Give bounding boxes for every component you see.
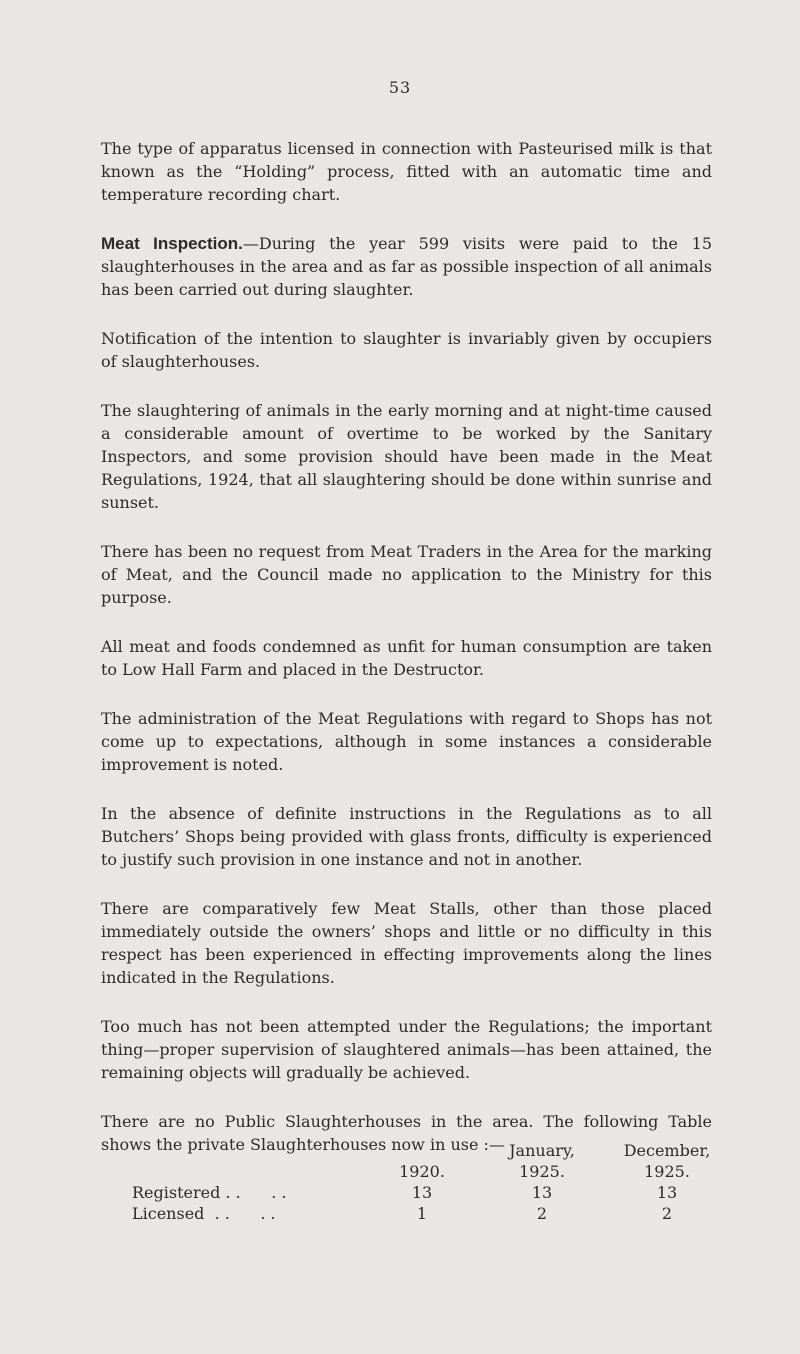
table-cell: 1 bbox=[416, 1204, 428, 1223]
table-header-cell bbox=[132, 1160, 362, 1181]
table-header-row bbox=[132, 1160, 732, 1181]
table-header-cell: 1925. bbox=[519, 1162, 565, 1181]
table-header-cell: January, bbox=[509, 1141, 575, 1160]
paragraph-notification: Notification of the intention to slaughter is invariably given by occupiers of slaughterhouses. bbox=[101, 329, 712, 371]
paragraph-meat-inspection bbox=[101, 232, 712, 301]
paragraph-pasteurised-milk: The type of apparatus licensed in connection with Pasteurised milk is that known as the “Holding” process, fitted with an automatic time and temperature recording chart. bbox=[101, 139, 712, 204]
slaughterhouses-table bbox=[132, 1139, 732, 1223]
paragraph-marking-of-meat: There has been no request from Meat Traders in the Area for the marking of Meat, and the Council made no application to the Ministry for this purpose. bbox=[101, 542, 712, 607]
table-cell: 13 bbox=[411, 1183, 433, 1202]
table-header-cell: December, bbox=[623, 1141, 711, 1160]
table-row bbox=[132, 1181, 732, 1202]
paragraph-slaughtering-hours: The slaughtering of animals in the early morning and at night-time caused a considerable amount of overtime to be worked by the Sanitary Inspectors, and some provision should have been made in the Meat Regulations, 1924, that all slaughtering should be done within sunrise and sunset. bbox=[101, 401, 712, 512]
table-header-row bbox=[132, 1139, 732, 1160]
row-label: Registered . . . . bbox=[132, 1183, 287, 1202]
table-cell: 13 bbox=[531, 1183, 553, 1202]
table-header-cell: 1925. bbox=[644, 1162, 690, 1181]
table-cell: 2 bbox=[661, 1204, 673, 1223]
row-label: Licensed . . . . bbox=[132, 1204, 276, 1223]
table-row bbox=[132, 1202, 732, 1223]
table-header-cell bbox=[362, 1139, 482, 1160]
meat-inspection-heading: Meat Inspection. bbox=[101, 234, 243, 253]
meat-inspection-text: —During the year 599 visits were paid to the 15 slaughterhouses in the area and as far as possible inspection of all animals has been carried out during slaughter. bbox=[101, 234, 713, 299]
paragraph-meat-stalls: There are comparatively few Meat Stalls, other than those placed immediately outside the owners’ shops and little or no difficulty in this respect has been experienced in effecting improvements along the lines indicated in the Regulations. bbox=[101, 899, 712, 987]
table-header-cell: 1920. bbox=[399, 1162, 445, 1181]
table-header-cell bbox=[132, 1139, 362, 1160]
table-cell: 13 bbox=[656, 1183, 678, 1202]
paragraph-supervision: Too much has not been attempted under the Regulations; the important thing—proper supervision of slaughtered animals—has been attained, the remaining objects will gradually be achieved. bbox=[101, 1017, 712, 1082]
body-text bbox=[101, 137, 712, 1156]
paragraph-shops-administration: The administration of the Meat Regulations with regard to Shops has not come up to expectations, although in some instances a considerable improvement is noted. bbox=[101, 709, 712, 774]
table-cell: 2 bbox=[536, 1204, 548, 1223]
paragraph-glass-fronts: In the absence of definite instructions in the Regulations as to all Butchers’ Shops being provided with glass fronts, difficulty is experienced to justify such provision in one instance and not in another. bbox=[101, 804, 712, 869]
page-number: 53 bbox=[388, 78, 412, 97]
paragraph-condemned-meat: All meat and foods condemned as unfit for human consumption are taken to Low Hall Farm and placed in the Destructor. bbox=[101, 637, 712, 679]
paragraph-public-slaughterhouses: There are no Public Slaughterhouses in the area. The following Table shows the private Slaughterhouses now in use :— bbox=[101, 1112, 712, 1154]
